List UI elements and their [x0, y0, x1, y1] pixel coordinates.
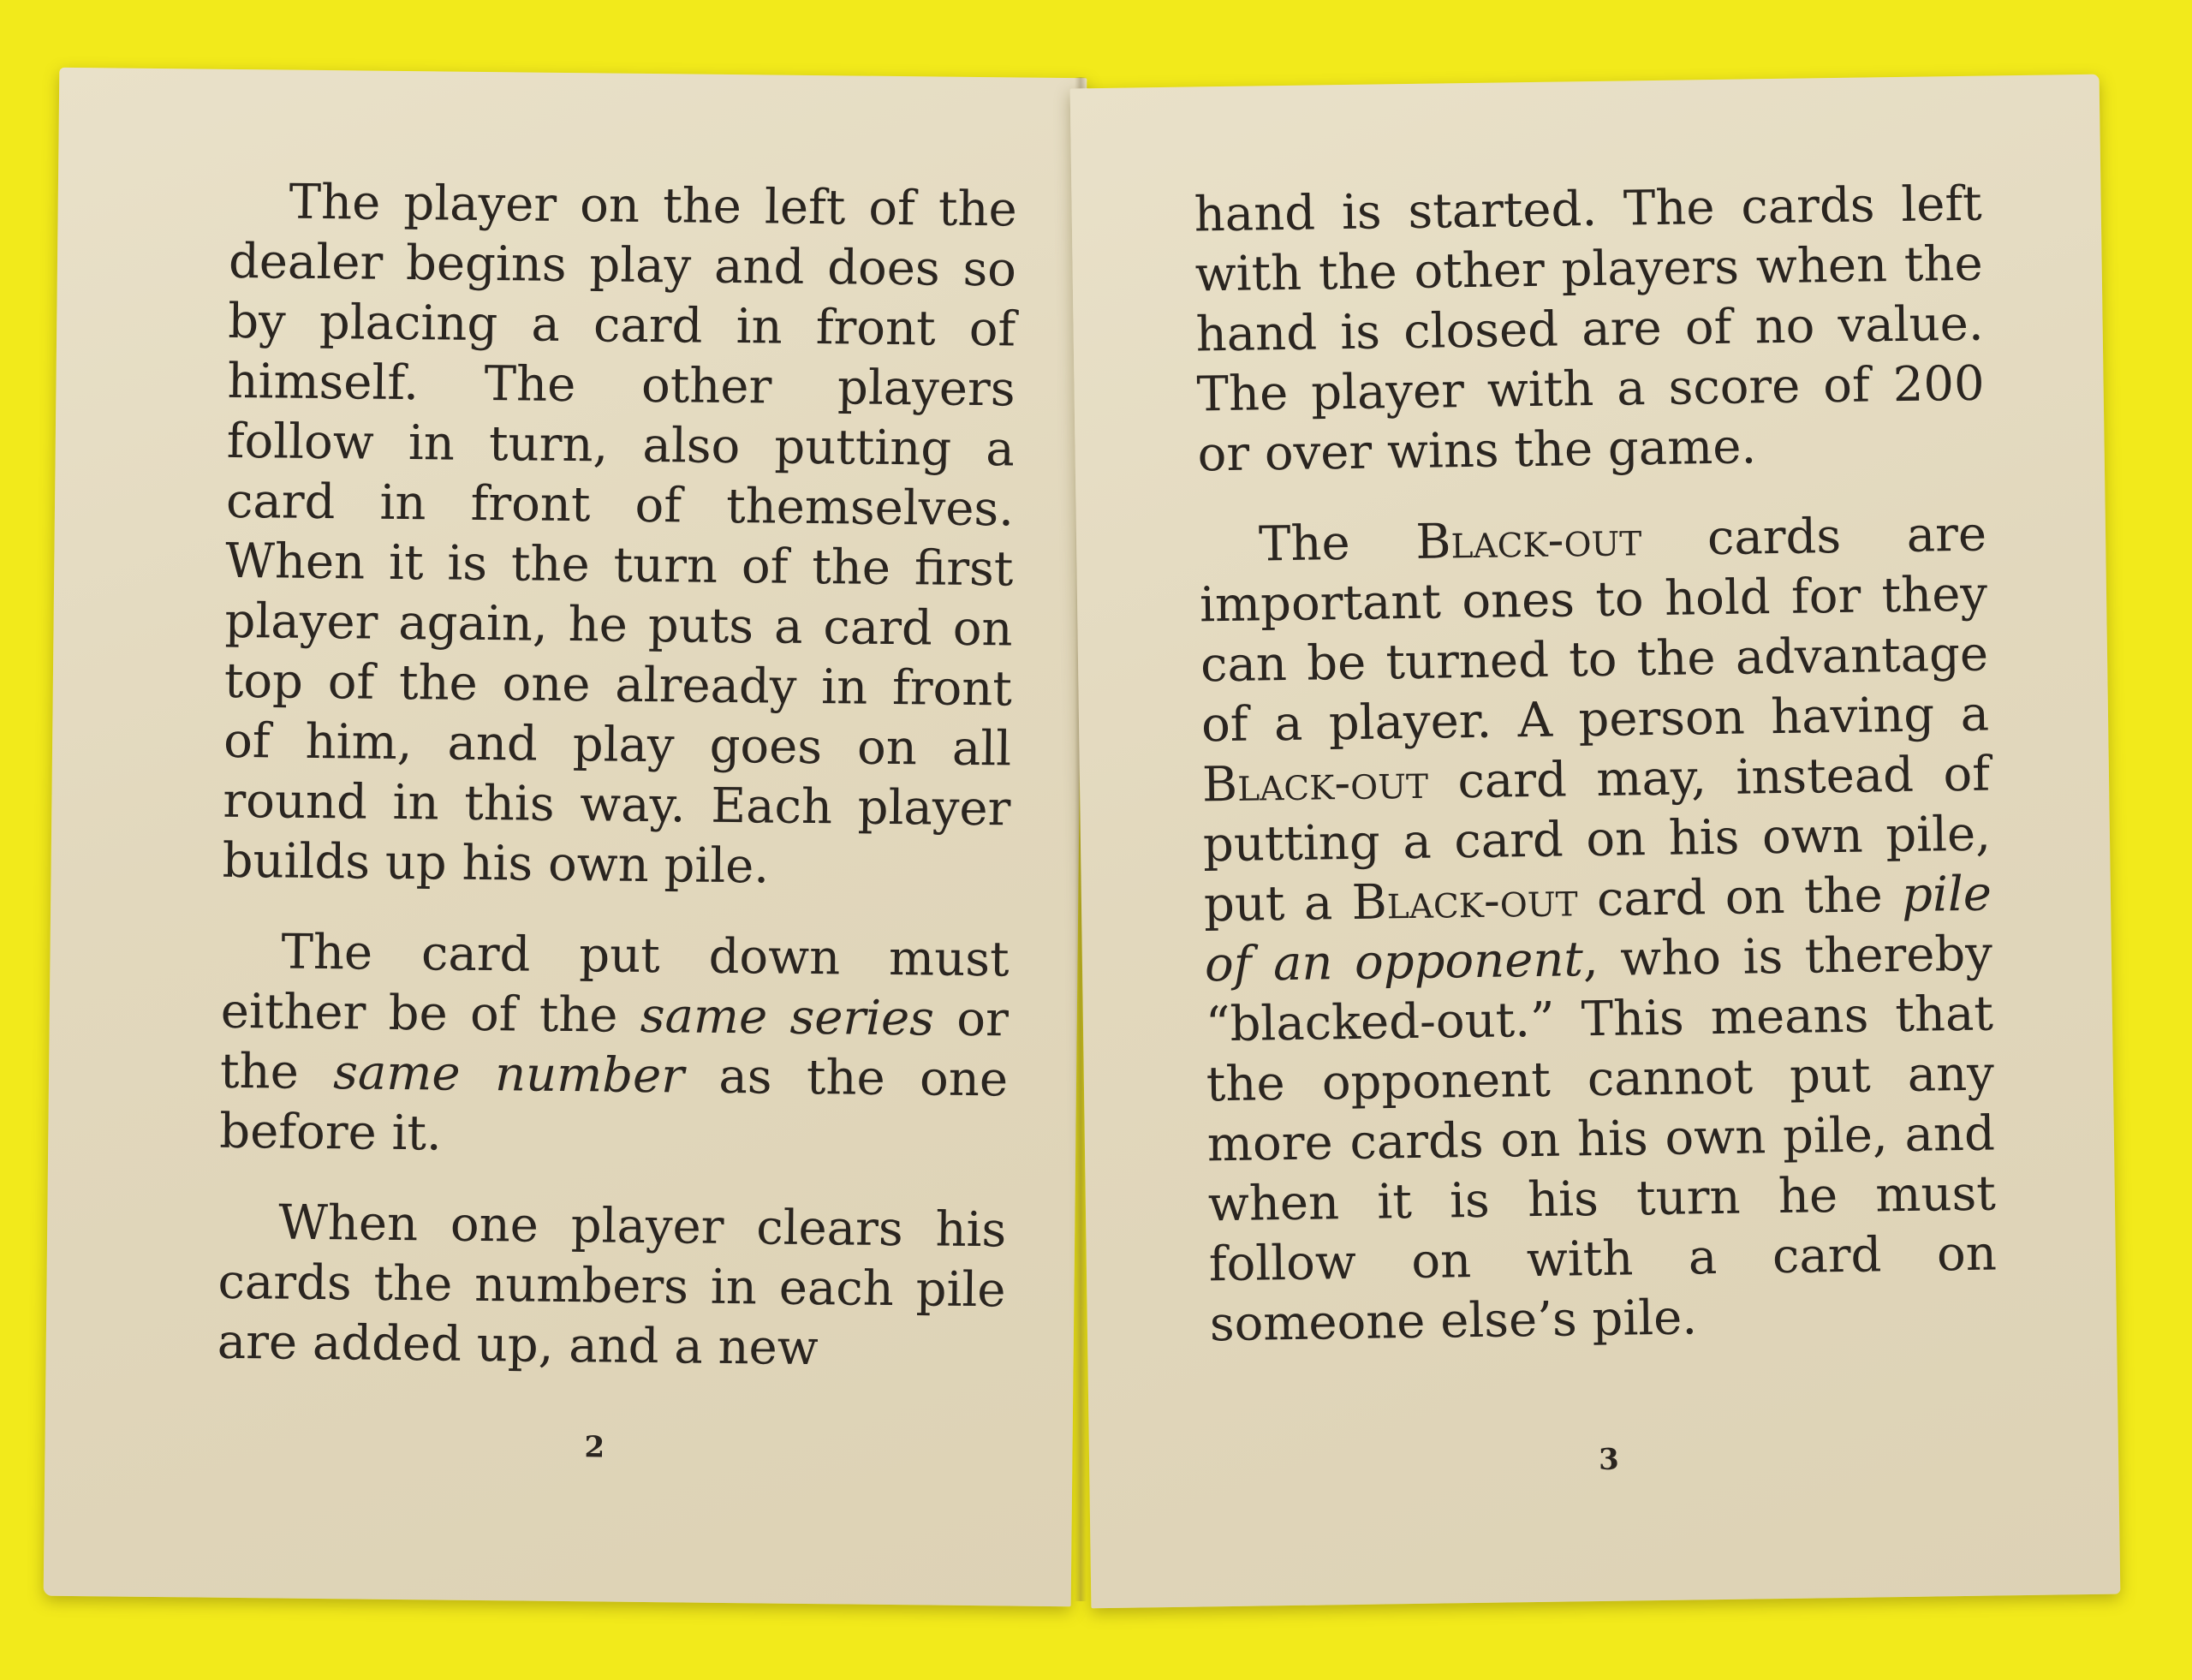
- right-page-number: 3: [1598, 1442, 1620, 1478]
- same-series-emphasis: same series: [640, 987, 935, 1047]
- left-page-number: 2: [584, 1430, 605, 1465]
- left-paragraph-3-text: When one player clears his cards the numbers in each pile are added up, and a new: [217, 1194, 1007, 1377]
- right-page-text: [1194, 175, 1998, 1386]
- right-page: [1070, 74, 2121, 1609]
- right-paragraph-2-part-b: cards are important ones to hold for they can be turned to the advantage of a player. A person having a: [1199, 506, 1990, 754]
- left-paragraph-2-part-b: or the: [219, 991, 1010, 1101]
- black-out-term-1: Black-out: [1415, 511, 1642, 570]
- left-paragraph-3: [217, 1193, 1006, 1381]
- right-paragraph-2-part-c: card may, instead of putting a card on his own pile, put a: [1202, 746, 1992, 933]
- right-paragraph-1: [1194, 175, 1986, 486]
- left-page: [44, 68, 1087, 1606]
- left-paragraph-1-text: The player on the left of the dealer begins play and does so by placing a card in front of himself. The other players follow in turn, also putting a card in front of themselves. When it is the turn of the first player again, he puts a card on top of the one already in front of him, and play goes on all round in this way. Each player builds up his own pile.: [222, 174, 1018, 895]
- black-out-term-2: Black-out: [1201, 754, 1429, 813]
- left-page-text: [217, 172, 1017, 1412]
- black-out-term-3: Black-out: [1351, 872, 1579, 931]
- same-number-emphasis: same number: [332, 1045, 685, 1105]
- right-paragraph-1-text: hand is started. The cards left with the other players when the hand is closed are of no value. The player with a score of 200 or over wins the game.: [1194, 176, 1986, 483]
- right-paragraph-2: [1199, 505, 1998, 1355]
- left-paragraph-2: [219, 922, 1010, 1171]
- left-paragraph-2-part-a: The card put down must either be of the: [220, 924, 1010, 1044]
- right-paragraph-2-part-e: , who is thereby “blacked-out.” This means that the opponent cannot put any more cards on his own pile, and when it is his turn he must follow on with a card on someone else’s pile.: [1205, 926, 1998, 1353]
- pile-of-opponent-emphasis: pile of an opponent: [1204, 866, 1992, 993]
- left-paragraph-2-part-c: as the one before it.: [219, 1048, 1009, 1162]
- right-paragraph-2-part-a: The: [1258, 514, 1416, 573]
- right-paragraph-2-part-d: card on the: [1577, 867, 1903, 928]
- left-paragraph-1: [222, 172, 1017, 900]
